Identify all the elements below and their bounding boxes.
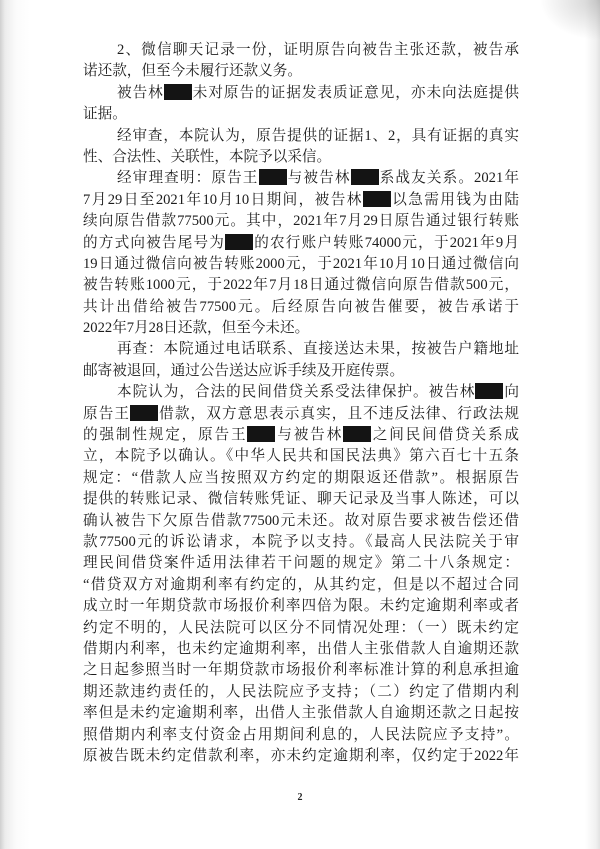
text-segment: 与被告林 — [275, 427, 344, 444]
paragraph — [83, 83, 519, 126]
text-segment: 的强制性规定，原告王 — [83, 427, 248, 444]
text-segment: 诺还款，但至今未履行还款义务。 — [83, 63, 302, 80]
redaction-box — [351, 169, 379, 185]
text-line — [83, 61, 519, 82]
text-line — [83, 489, 519, 510]
paragraph — [83, 126, 519, 169]
redaction-box — [164, 84, 192, 100]
text-segment: 之间民间借贷关系成 — [371, 427, 519, 444]
text-segment: 本院认为，合法的民间借贷关系受法律保护。被告林 — [117, 384, 476, 401]
text-segment: 期还款违约责任的，人民法院应予支持；（二）约定了借期内利 — [83, 683, 519, 700]
redaction-box — [475, 383, 503, 399]
text-segment: 2022年7月28日还款，但至今未还。 — [83, 320, 310, 337]
text-line — [83, 618, 519, 639]
text-line — [83, 682, 519, 703]
text-segment: 约定不明的，人民法院可以区分不同情况处理：（一）既未约定 — [83, 619, 519, 636]
text-line — [83, 725, 519, 746]
text-segment: 成立时一年期贷款市场报价利率四倍为限。未约定逾期利率或者 — [83, 598, 519, 615]
redaction-box — [247, 426, 275, 442]
text-segment: 规定：“借款人应当按照双方约定的期限返还借款”。根据原告 — [83, 469, 519, 486]
paragraph — [83, 382, 519, 767]
text-segment: 率但是未约定逾期利率，出借人主张借款人自逾期还款之日起按 — [83, 705, 519, 722]
text-segment: 确认被告下欠原告借款77500元未还。故对原告要求被告偿还借 — [83, 512, 519, 529]
text-segment: 与被告林 — [286, 170, 351, 187]
redaction-box — [225, 234, 253, 250]
text-segment: 经审查，本院认为，原告提供的证据1、2，具有证据的真实 — [117, 127, 519, 144]
text-segment: 性、合法性、关联性，本院予以采信。 — [83, 148, 332, 165]
text-line — [83, 126, 519, 147]
text-segment: 被告林 — [117, 84, 164, 101]
redaction-box — [343, 426, 371, 442]
text-line — [83, 275, 519, 296]
text-segment: 再查：本院通过电话联系、直接送达未果，按被告户籍地址 — [117, 341, 519, 358]
text-line — [83, 254, 519, 275]
text-segment: 续向原告借款77500元。其中，2021年7月29日原告通过银行转账 — [83, 213, 519, 230]
text-segment: 2、微信聊天记录一份，证明原告向被告主张还款，被告承 — [117, 42, 519, 58]
text-segment: 共计出借给被告77500元。后经原告向被告催要，被告承诺于 — [83, 298, 519, 315]
text-segment: 的方式向被告尾号为 — [83, 234, 226, 251]
text-segment: 提供的转账记录、微信转账凭证、聊天记录及当事人陈述，可以 — [83, 491, 519, 508]
redaction-box — [363, 191, 391, 207]
text-line — [83, 660, 519, 681]
text-line — [83, 233, 519, 254]
text-line — [83, 575, 519, 596]
text-line — [83, 511, 519, 532]
text-segment: 原告王 — [83, 405, 131, 422]
text-segment: 的农行账户转账74000元，于2021年9月 — [253, 234, 519, 251]
text-segment: 之日起参照当时一年期贷款市场报价利率标准计算的利息承担逾 — [83, 662, 519, 679]
text-line — [83, 425, 519, 446]
text-segment: 7月29日至2021年10月10日期间，被告林 — [83, 191, 363, 208]
text-segment: 19日通过微信向被告转账2000元，于2021年10月10日通过微信向 — [83, 255, 519, 272]
text-segment: 借期内利率，也未约定逾期利率，出借人主张借款人自逾期还款 — [83, 640, 519, 657]
text-segment: 证据。 — [83, 106, 127, 123]
text-line — [83, 211, 519, 232]
text-line — [83, 468, 519, 489]
paragraph — [83, 40, 519, 83]
text-line — [83, 553, 519, 574]
page-number: 2 — [297, 792, 303, 803]
text-segment: 款77500元的诉讼请求，本院予以支持。《最高人民法院关于审 — [83, 533, 519, 550]
text-segment: “借贷双方对逾期利率有约定的，从其约定，但是以不超过合同 — [83, 576, 519, 593]
text-line — [83, 596, 519, 617]
text-segment: 照借期内利率支付资金占用期间利息的，人民法院应予支持”。 — [83, 726, 519, 743]
text-segment: 以急需用钱为由陆 — [390, 191, 519, 208]
text-segment: 原被告既未约定借款利率，亦未约定逾期利率，仅约定于2022年 — [83, 747, 519, 764]
text-line — [83, 104, 519, 125]
text-segment: 向 — [503, 384, 519, 401]
text-line — [83, 446, 519, 467]
text-line — [83, 361, 519, 382]
text-line — [83, 746, 519, 767]
text-line — [83, 318, 519, 339]
text-line — [83, 532, 519, 553]
text-segment: 经审理查明：原告王 — [117, 170, 259, 187]
text-segment: 系战友关系。2021年 — [378, 170, 519, 187]
redaction-box — [130, 405, 158, 421]
paragraph — [83, 339, 519, 382]
text-line — [83, 703, 519, 724]
text-line — [83, 639, 519, 660]
text-segment: 邮寄被退回，通过公告送达应诉手续及开庭传票。 — [83, 362, 405, 379]
redaction-box — [259, 169, 287, 185]
text-line — [83, 83, 519, 104]
text-segment: 被告转账1000元，于2022年7月18日通过微信向原告借款500元， — [83, 277, 519, 294]
text-segment: 理民间借贷案件适用法律若干问题的规定》第二十八条规定： — [83, 555, 519, 572]
document-body — [83, 40, 519, 767]
paragraph — [83, 168, 519, 339]
text-segment: 未对原告的证据发表质证意见，亦未向法庭提供 — [191, 84, 519, 101]
text-segment: 借款，双方意思表示真实，且不违反法律、行政法规 — [158, 405, 519, 422]
text-line — [83, 190, 519, 211]
text-line — [83, 147, 519, 168]
text-line — [83, 297, 519, 318]
text-line — [83, 382, 519, 403]
text-segment: 立，本院予以确认。《中华人民共和国民法典》第六百七十五条 — [83, 448, 519, 465]
text-line — [83, 40, 519, 61]
text-line — [83, 168, 519, 189]
text-line — [83, 339, 519, 360]
text-line — [83, 404, 519, 425]
